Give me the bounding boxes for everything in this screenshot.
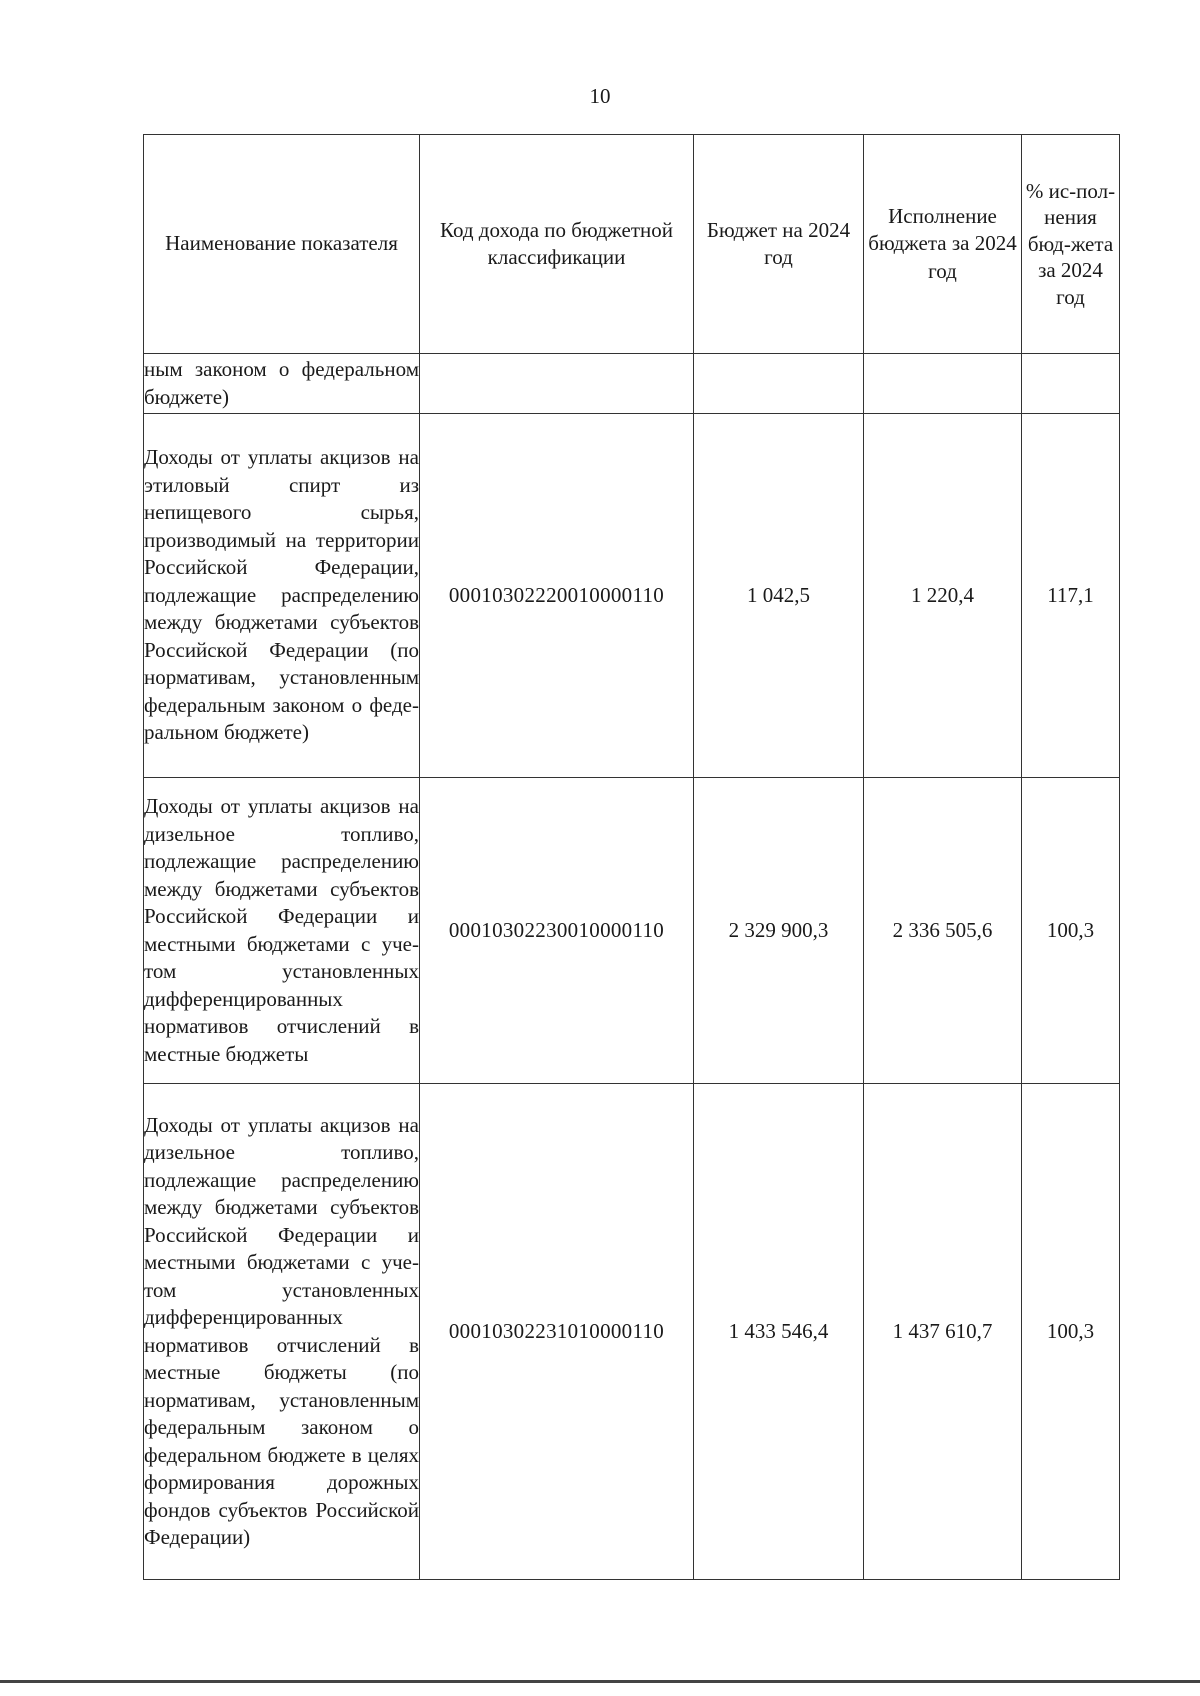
row-code: 00010302230010000110 (420, 778, 694, 1084)
row-budget: 1 433 546,4 (694, 1084, 864, 1580)
row-name: Доходы от уплаты акцизов на дизельное топливо, подлежащие распределению между бюджетами субъектов Российской Федерации и местными бюджетами с учетом установленных дифференцированных нормативов отчислений в местные бюджеты (144, 778, 420, 1084)
row-budget: 1 042,5 (694, 414, 864, 778)
table-row (144, 414, 1120, 778)
row-code: 00010302220010000110 (420, 414, 694, 778)
row-execution (864, 354, 1022, 414)
row-budget (694, 354, 864, 414)
page-bottom-rule (0, 1680, 1200, 1683)
header-budget: Бюджет на 2024 год (694, 135, 864, 354)
header-execution: Исполнение бюджета за 2024 год (864, 135, 1022, 354)
row-percent: 117,1 (1022, 414, 1120, 778)
row-code: 00010302231010000110 (420, 1084, 694, 1580)
row-execution: 1 220,4 (864, 414, 1022, 778)
budget-table (143, 134, 1120, 1580)
table-row (144, 354, 1120, 414)
row-percent: 100,3 (1022, 1084, 1120, 1580)
row-code (420, 354, 694, 414)
row-name: Доходы от уплаты акцизов на этиловый спирт из непищевого сырья, производимый на территории Российской Федерации, подлежащие распределению между бюджетами субъектов Российской Федерации (по нормативам, установленным федеральным законом о федеральном бюджете) (144, 414, 420, 778)
header-percent: % ис-пол-нения бюд-жета за 2024 год (1022, 135, 1120, 354)
row-budget: 2 329 900,3 (694, 778, 864, 1084)
row-percent (1022, 354, 1120, 414)
page-number: 10 (589, 84, 611, 108)
header-name: Наименование показателя (144, 135, 420, 354)
row-name: ным законом о федеральном бюджете) (144, 354, 420, 414)
header-code: Код дохода по бюджетной классификации (420, 135, 694, 354)
table-header-row (144, 135, 1120, 354)
table-row (144, 1084, 1120, 1580)
row-execution: 2 336 505,6 (864, 778, 1022, 1084)
table-row (144, 778, 1120, 1084)
row-percent: 100,3 (1022, 778, 1120, 1084)
row-name: Доходы от уплаты акцизов на дизельное топливо, подлежащие распределению между бюджетами субъектов Российской Федерации и местными бюджетами с учетом установленных дифференцированных нормативов отчислений в местные бюджеты (по нормативам, установленным федеральным законом о федеральном бюджете в целях формирования дорожных фондов субъектов Российской Федерации) (144, 1084, 420, 1580)
row-execution: 1 437 610,7 (864, 1084, 1022, 1580)
